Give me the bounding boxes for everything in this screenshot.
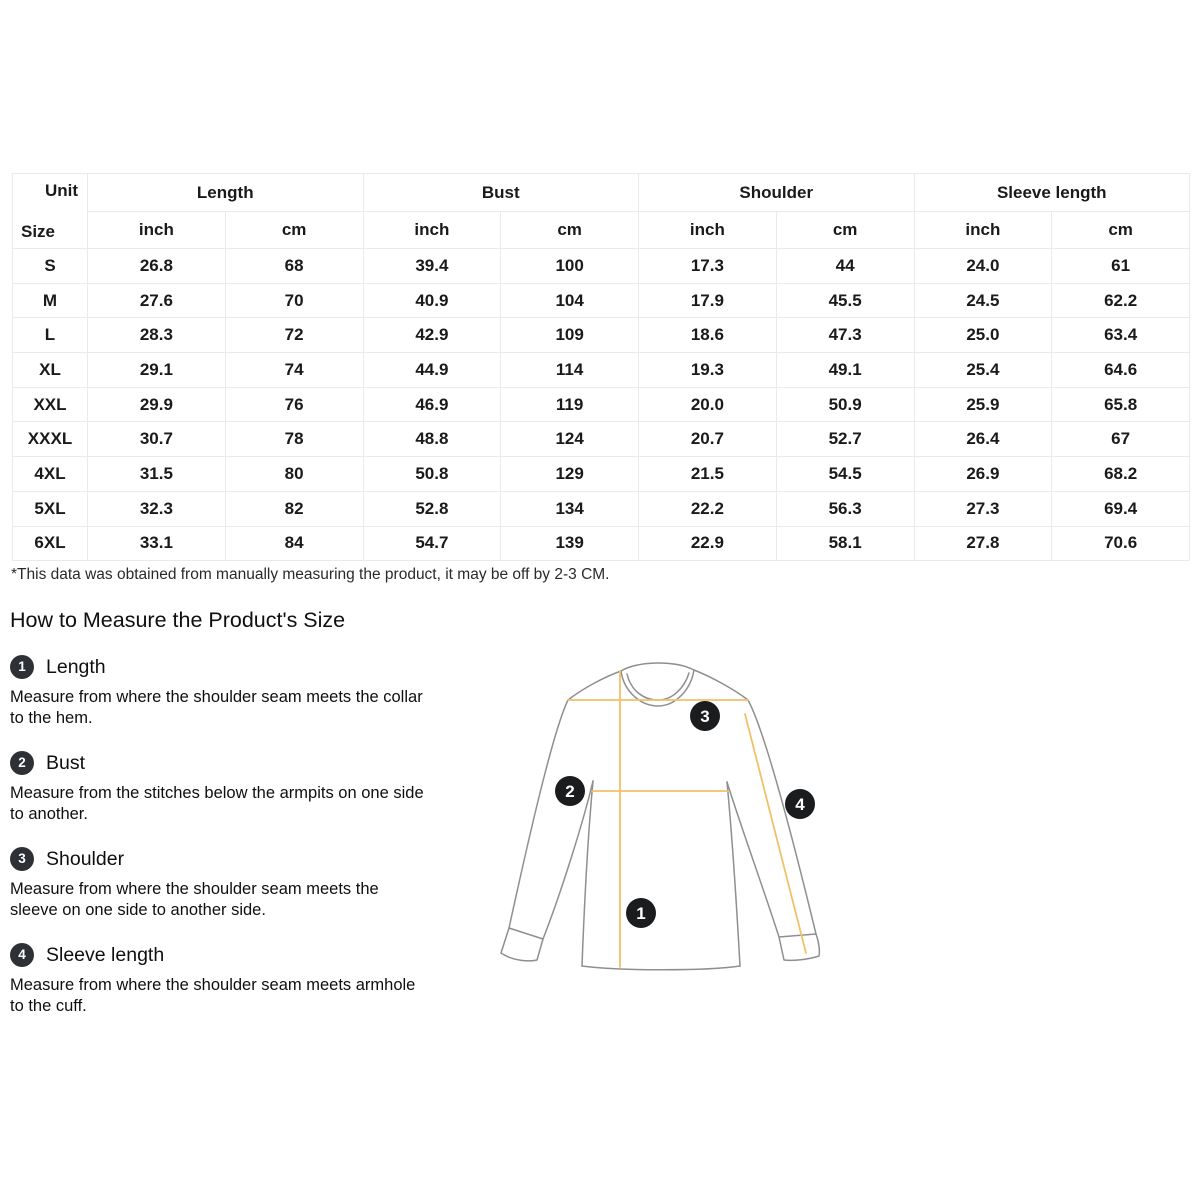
unit-size-corner-cell <box>13 174 88 249</box>
unit-header-cell: cm <box>776 212 914 249</box>
measure-item-label: Shoulder <box>46 847 125 870</box>
measurement-value-cell: 80 <box>225 457 363 492</box>
corner-unit-label: Unit <box>44 181 78 200</box>
size-label-cell: 6XL <box>13 526 88 561</box>
measurement-value-cell: 24.0 <box>914 249 1052 284</box>
measurement-value-cell: 20.0 <box>639 387 777 422</box>
measurement-value-cell: 70.6 <box>1052 526 1190 561</box>
measurement-lines <box>568 671 806 967</box>
table-row <box>13 387 1190 422</box>
diagram-marker-length: 1 <box>626 898 656 928</box>
measurement-value-cell: 25.0 <box>914 318 1052 353</box>
measure-item-header <box>10 847 430 871</box>
size-label-cell: L <box>13 318 88 353</box>
measurement-value-cell: 32.3 <box>88 491 226 526</box>
measurement-value-cell: 28.3 <box>88 318 226 353</box>
unit-header-cell: cm <box>1052 212 1190 249</box>
group-header-length: Length <box>88 174 364 212</box>
unit-header-cell: inch <box>914 212 1052 249</box>
measurement-value-cell: 22.9 <box>639 526 777 561</box>
table-row <box>13 457 1190 492</box>
measurement-value-cell: 63.4 <box>1052 318 1190 353</box>
step-1-badge: 1 <box>10 655 34 679</box>
measurement-value-cell: 18.6 <box>639 318 777 353</box>
measurement-value-cell: 68.2 <box>1052 457 1190 492</box>
measurement-value-cell: 54.5 <box>776 457 914 492</box>
unit-header-cell: inch <box>639 212 777 249</box>
size-label-cell: 4XL <box>13 457 88 492</box>
measure-item-header <box>10 751 430 775</box>
measurement-value-cell: 24.5 <box>914 283 1052 318</box>
measure-item-bust <box>10 751 430 824</box>
measurement-note: *This data was obtained from manually measuring the product, it may be off by 2-3 CM. <box>11 566 610 583</box>
measurement-value-cell: 47.3 <box>776 318 914 353</box>
table-row <box>13 249 1190 284</box>
step-4-badge: 4 <box>10 943 34 967</box>
measurement-value-cell: 42.9 <box>363 318 501 353</box>
measurement-value-cell: 84 <box>225 526 363 561</box>
group-header-row <box>13 174 1190 212</box>
measurement-value-cell: 129 <box>501 457 639 492</box>
measurement-value-cell: 21.5 <box>639 457 777 492</box>
measurement-value-cell: 30.7 <box>88 422 226 457</box>
group-header-shoulder: Shoulder <box>639 174 915 212</box>
measure-item-description: Measure from where the shoulder seam meets the sleeve on one side to another side. <box>10 880 379 919</box>
measure-item-description: Measure from where the shoulder seam meets the collar to the hem. <box>10 688 423 727</box>
size-label-cell: XL <box>13 353 88 388</box>
measurement-value-cell: 61 <box>1052 249 1190 284</box>
measurement-value-cell: 22.2 <box>639 491 777 526</box>
measurement-value-cell: 40.9 <box>363 283 501 318</box>
measurement-value-cell: 49.1 <box>776 353 914 388</box>
measurement-value-cell: 17.9 <box>639 283 777 318</box>
unit-header-cell: cm <box>501 212 639 249</box>
table-row <box>13 353 1190 388</box>
diagram-marker-bust: 2 <box>555 776 585 806</box>
measurement-value-cell: 39.4 <box>363 249 501 284</box>
measurement-value-cell: 25.9 <box>914 387 1052 422</box>
measurement-value-cell: 74 <box>225 353 363 388</box>
step-2-badge: 2 <box>10 751 34 775</box>
measurement-value-cell: 124 <box>501 422 639 457</box>
measurement-value-cell: 62.2 <box>1052 283 1190 318</box>
diagram-marker-sleeve-length: 4 <box>785 789 815 819</box>
measurement-value-cell: 64.6 <box>1052 353 1190 388</box>
measurement-value-cell: 44.9 <box>363 353 501 388</box>
measurement-value-cell: 45.5 <box>776 283 914 318</box>
measure-item-header <box>10 943 430 967</box>
measurement-value-cell: 50.8 <box>363 457 501 492</box>
diagram-marker-shoulder: 3 <box>690 701 720 731</box>
measurement-value-cell: 27.6 <box>88 283 226 318</box>
measurement-value-cell: 78 <box>225 422 363 457</box>
measurement-value-cell: 52.8 <box>363 491 501 526</box>
measurement-value-cell: 27.8 <box>914 526 1052 561</box>
step-3-badge: 3 <box>10 847 34 871</box>
measurement-value-cell: 119 <box>501 387 639 422</box>
measure-item-header <box>10 655 430 679</box>
size-label-cell: M <box>13 283 88 318</box>
measurement-value-cell: 104 <box>501 283 639 318</box>
measure-item-sleeve-length <box>10 943 430 1016</box>
measurement-value-cell: 56.3 <box>776 491 914 526</box>
measurement-value-cell: 29.9 <box>88 387 226 422</box>
measure-item-description: Measure from where the shoulder seam meets armhole to the cuff. <box>10 976 416 1015</box>
measurement-value-cell: 72 <box>225 318 363 353</box>
measurement-value-cell: 114 <box>501 353 639 388</box>
measure-item-label: Bust <box>46 751 86 774</box>
measure-item-label: Length <box>46 655 106 678</box>
measurement-value-cell: 67 <box>1052 422 1190 457</box>
measurement-value-cell: 58.1 <box>776 526 914 561</box>
measurement-value-cell: 65.8 <box>1052 387 1190 422</box>
group-header-sleeve-length: Sleeve length <box>914 174 1190 212</box>
measurement-value-cell: 109 <box>501 318 639 353</box>
measurement-value-cell: 50.9 <box>776 387 914 422</box>
measurement-value-cell: 17.3 <box>639 249 777 284</box>
table-row <box>13 283 1190 318</box>
corner-size-label: Size <box>21 222 56 241</box>
measurement-value-cell: 26.8 <box>88 249 226 284</box>
how-to-measure-title: How to Measure the Product's Size <box>10 608 346 632</box>
unit-header-cell: inch <box>363 212 501 249</box>
measurement-value-cell: 26.9 <box>914 457 1052 492</box>
size-label-cell: XXL <box>13 387 88 422</box>
table-row <box>13 318 1190 353</box>
measurement-value-cell: 20.7 <box>639 422 777 457</box>
measurement-value-cell: 76 <box>225 387 363 422</box>
group-header-bust: Bust <box>363 174 639 212</box>
measurement-value-cell: 25.4 <box>914 353 1052 388</box>
table-row <box>13 526 1190 561</box>
measure-item-description: Measure from the stitches below the armpits on one side to another. <box>10 784 424 823</box>
measurement-value-cell: 33.1 <box>88 526 226 561</box>
measurement-value-cell: 70 <box>225 283 363 318</box>
measurement-value-cell: 134 <box>501 491 639 526</box>
measurement-value-cell: 31.5 <box>88 457 226 492</box>
measurement-value-cell: 19.3 <box>639 353 777 388</box>
measurement-value-cell: 69.4 <box>1052 491 1190 526</box>
size-table-body <box>13 249 1190 561</box>
measurement-value-cell: 100 <box>501 249 639 284</box>
measurement-value-cell: 139 <box>501 526 639 561</box>
measure-item-length <box>10 655 430 728</box>
measurement-value-cell: 29.1 <box>88 353 226 388</box>
measurement-value-cell: 68 <box>225 249 363 284</box>
table-row <box>13 491 1190 526</box>
measure-item-shoulder <box>10 847 430 920</box>
measure-item-label: Sleeve length <box>46 943 165 966</box>
size-label-cell: S <box>13 249 88 284</box>
unit-header-cell: cm <box>225 212 363 249</box>
measurement-value-cell: 27.3 <box>914 491 1052 526</box>
measurement-value-cell: 26.4 <box>914 422 1052 457</box>
measurement-value-cell: 82 <box>225 491 363 526</box>
measurement-value-cell: 48.8 <box>363 422 501 457</box>
shirt-outline-graphic <box>485 650 1045 980</box>
unit-header-cell: inch <box>88 212 226 249</box>
measure-items-list <box>10 655 430 1039</box>
shirt-measurement-diagram <box>485 650 1045 980</box>
size-label-cell: 5XL <box>13 491 88 526</box>
measurement-value-cell: 44 <box>776 249 914 284</box>
table-row <box>13 422 1190 457</box>
size-chart-table <box>12 173 1190 561</box>
sleeve-measure-line <box>745 714 806 953</box>
unit-header-row <box>13 212 1190 249</box>
measurement-value-cell: 46.9 <box>363 387 501 422</box>
size-label-cell: XXXL <box>13 422 88 457</box>
measurement-value-cell: 54.7 <box>363 526 501 561</box>
measurement-value-cell: 52.7 <box>776 422 914 457</box>
